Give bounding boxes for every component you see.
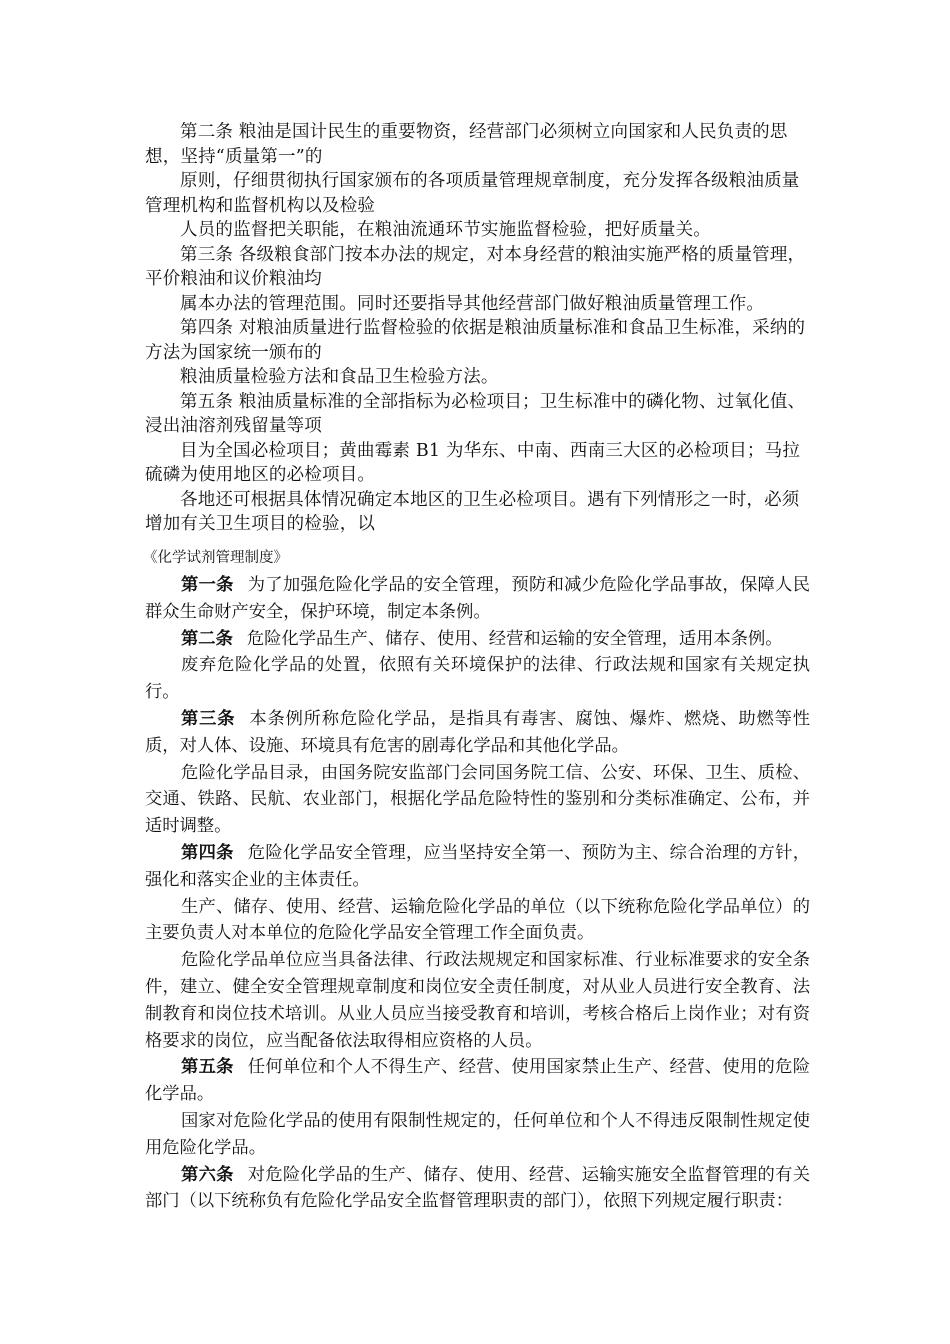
paragraph: 危险化学品单位应当具备法律、行政法规规定和国家标准、行业标准要求的安全条件，建立、健全安全管理规章制度和岗位安全责任制度，对从业人员进行安全教育、法制教育和岗位技术培训。从业人员应当接受教育和培训，考核合格后上岗作业；对有资格要求的岗位，应当配备依法取得相应资格的人员。	[145, 950, 810, 1051]
article-3	[145, 706, 810, 760]
paragraph: 危险化学品目录，由国务院安监部门会同国务院工信、公安、环保、卫生、质检、交通、铁路、民航、农业部门，根据化学品危险特性的鉴别和分类标准确定、公布，并适时调整。	[145, 762, 810, 837]
article-label: 第六条	[181, 1164, 234, 1185]
article-1	[145, 572, 810, 626]
paragraph: 第四条 对粮油质量进行监督检验的依据是粮油质量标准和食品卫生标准，采纳的方法为国家统一颁布的	[145, 318, 806, 363]
grain-oil-regulation-excerpt	[145, 120, 815, 537]
paragraph: 第三条 各级粮食部门按本办法的规定，对本身经营的粮油实施严格的质量管理，平价粮油和议价粮油均	[145, 244, 806, 289]
paragraph: 生产、储存、使用、经营、运输危险化学品的单位（以下统称危险化学品单位）的主要负责人对本单位的危险化学品安全管理工作全面负责。	[145, 896, 810, 944]
article-label: 第三条	[181, 708, 236, 729]
paragraph: 第二条 粮油是国计民生的重要物资，经营部门必须树立向国家和人民负责的思想，坚持“质量第一”的	[145, 122, 788, 167]
article-4	[145, 840, 810, 894]
document-title: 《化学试剂管理制度》	[143, 550, 288, 566]
paragraph: 国家对危险化学品的使用有限制性规定的，任何单位和个人不得违反限制性规定使用危险化学品。	[145, 1110, 810, 1158]
article-label: 第二条	[181, 628, 233, 649]
article-text: 本条例所称危险化学品，是指具有毒害、腐蚀、爆炸、燃烧、助燃等性质，对人体、设施、环境具有危害的剧毒化学品和其他化学品。	[145, 708, 810, 756]
article-5	[145, 1054, 810, 1108]
paragraph: 原则，仔细贯彻执行国家颁布的各项质量管理规章制度，充分发挥各级粮油质量管理机构和监督机构以及检验	[145, 171, 800, 216]
article-text: 任何单位和个人不得生产、经营、使用国家禁止生产、经营、使用的危险化学品。	[145, 1057, 810, 1105]
paragraph: 属本办法的管理范围。同时还要指导其他经营部门做好粮油质量管理工作。	[180, 293, 765, 314]
article-label: 第五条	[181, 1057, 234, 1078]
article-text: 危险化学品生产、储存、使用、经营和运输的安全管理，适用本条例。	[246, 628, 783, 649]
article-2	[145, 626, 810, 653]
paragraph: 粮油质量检验方法和食品卫生检验方法。	[180, 367, 499, 387]
chemical-regulation-body	[145, 572, 810, 1215]
article-6	[145, 1162, 810, 1216]
paragraph: 各地还可根据具体情况确定本地区的卫生必检项目。遇有下列情形之一时，必须增加有关卫生项目的检验，以	[145, 489, 800, 534]
paragraph: 废弃危险化学品的处置，依照有关环境保护的法律、行政法规和国家有关规定执行。	[145, 655, 810, 703]
article-label: 第一条	[181, 575, 234, 595]
paragraph: 人员的监督把关职能，在粮油流通环节实施监督检验，把好质量关。	[180, 220, 711, 240]
paragraph: 第五条 粮油质量标准的全部指标为必检项目；卫生标准中的磷化物、过氧化值、浸出油溶剂残留量等项	[145, 391, 806, 436]
article-text: 对危险化学品的生产、储存、使用、经营、运输实施安全监督管理的有关部门（以下统称负有危险化学品安全监督管理职责的部门），依照下列规定履行职责：	[145, 1164, 810, 1212]
article-text: 为了加强危险化学品的安全管理，预防和减少危险化学品事故，保障人民群众生命财产安全，保护环境，制定本条例。	[145, 575, 810, 622]
article-label: 第四条	[181, 842, 234, 863]
article-text: 危险化学品安全管理，应当坚持安全第一、预防为主、综合治理的方针，强化和落实企业的主体责任。	[145, 842, 810, 890]
paragraph: 目为全国必检项目；黄曲霉素 B1 为华东、中南、西南三大区的必检项目；马拉硫磷为使用地区的必检项目。	[145, 440, 801, 485]
